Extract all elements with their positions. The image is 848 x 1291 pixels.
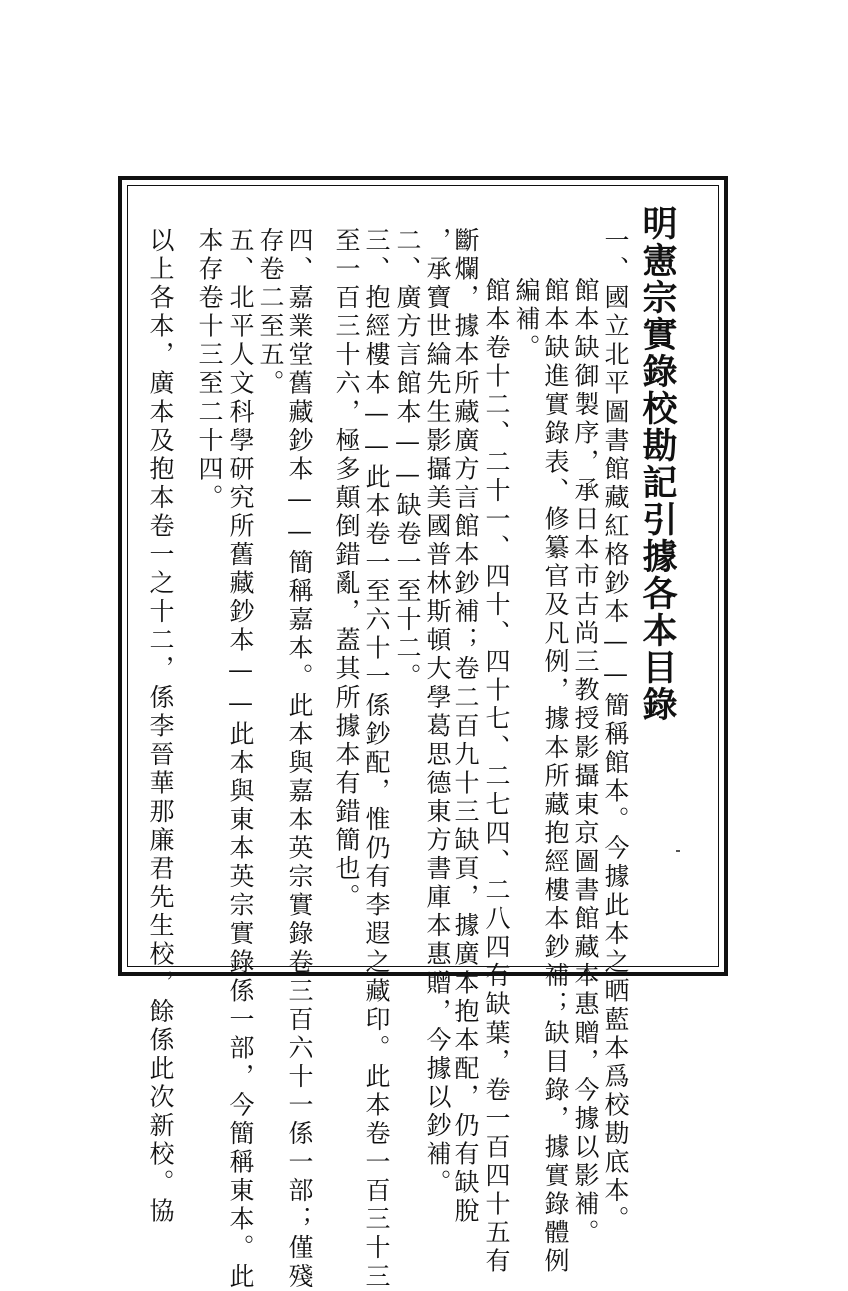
column-text: 本存卷十三至二十四。 <box>195 227 224 513</box>
column-text: 二、廣方言館本——缺卷一至十二。 <box>393 227 422 692</box>
column-text: 一、國立北平圖書館藏紅格鈔本——簡稱館本。今據此本之晒藍本爲校勘底本。 <box>601 227 630 1235</box>
column-text: 三、抱經樓本——此本卷一至六十一係鈔配，惟仍有李遐之藏印。此本卷一百三十三 <box>362 227 391 1291</box>
column-text: 四、嘉業堂舊藏鈔本——簡稱嘉本。此本與嘉本英宗實錄卷三百六十一係一部；僅殘 <box>285 227 314 1291</box>
column-text: 至一百三十六，極多顛倒錯亂，蓋其所據本有錯簡也。 <box>332 227 361 913</box>
column-text: 以上各本，廣本及抱本卷一之十二，係李晉華那廉君先生校，餘係此次新校。協 <box>146 227 175 1227</box>
column-text: 編補。 <box>512 277 541 363</box>
column-text: 五、北平人文科學研究所舊藏鈔本——此本與東本英宗實錄係一部，今簡稱東本。此 <box>226 227 255 1291</box>
column-text: ，承寶世綸先生影攝美國普林斯頓大學葛思德東方書庫本惠贈，今據以鈔補。 <box>423 227 452 1198</box>
ink-speck <box>676 850 680 852</box>
column-text: 館本缺御製序，承日本市古尚三教授影攝東京圖書館藏本惠贈，今據以影補。 <box>571 277 600 1248</box>
page-title: 明憲宗實錄校勘記引據各本目錄 <box>637 205 678 723</box>
column-text: 館本缺進實錄表、修纂官及凡例，據本所藏抱經樓本鈔補；缺目錄，據實錄體例 <box>541 277 570 1277</box>
column-text: 館本卷十二、二十一、四十、四十七、二七四、二八四有缺葉，卷一百四十五有 <box>482 277 511 1277</box>
column-text: 存卷二至五。 <box>256 227 285 399</box>
column-text: 斷爛，據本所藏廣方言館本鈔補；卷二百九十三缺頁，據廣本抱本配，仍有缺脫 <box>451 227 480 1227</box>
